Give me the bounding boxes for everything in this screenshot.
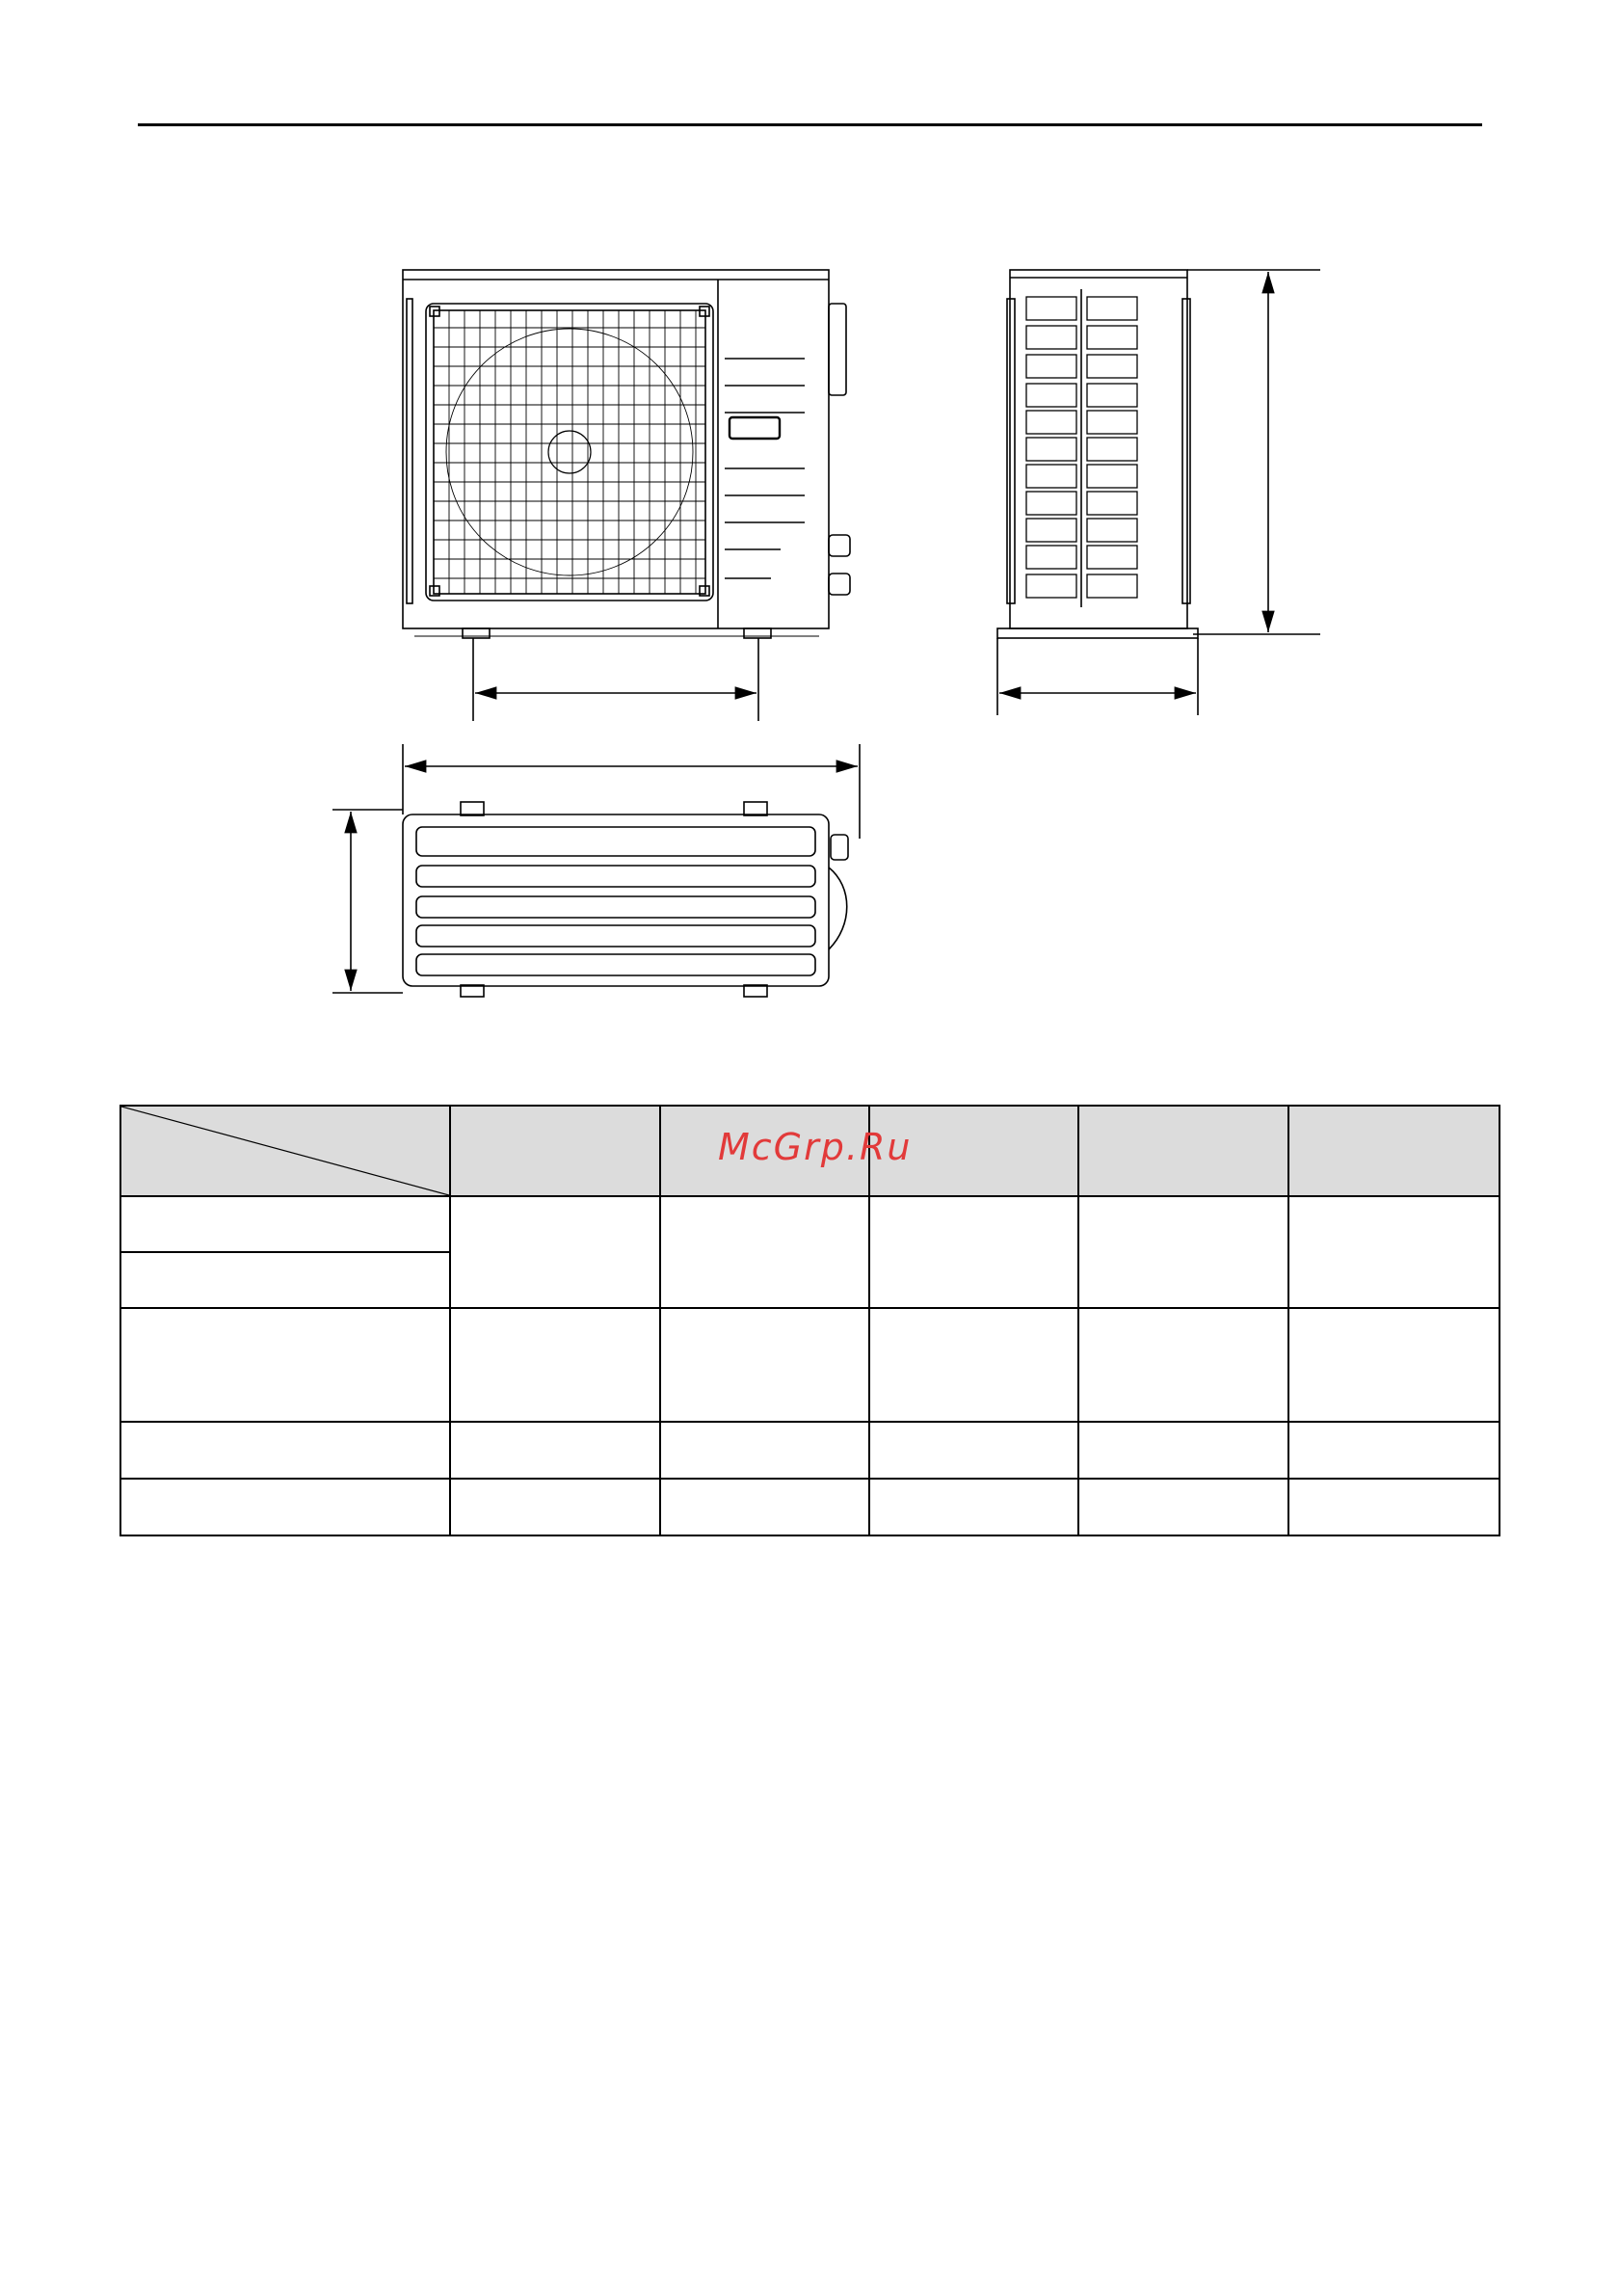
table-cell (450, 1308, 660, 1422)
table-cell (450, 1196, 660, 1308)
header-cell (450, 1106, 660, 1196)
header-cell (1288, 1106, 1500, 1196)
row-label-cell (120, 1308, 450, 1422)
table-cell (869, 1196, 1078, 1308)
corner-header-cell (120, 1106, 450, 1196)
table-cell (660, 1196, 869, 1308)
front-view (403, 270, 850, 638)
side-view (997, 270, 1198, 638)
table-cell (450, 1422, 660, 1479)
row-label-cell (120, 1479, 450, 1535)
table-cell (1288, 1196, 1500, 1308)
table-cell (450, 1479, 660, 1535)
header-cell (1078, 1106, 1288, 1196)
table-cell (869, 1308, 1078, 1422)
table-cell (1078, 1196, 1288, 1308)
table-cell (1078, 1422, 1288, 1479)
top-view (403, 802, 848, 997)
table-cell (1288, 1308, 1500, 1422)
watermark: McGrp.Ru (718, 1126, 913, 1168)
table-cell (1078, 1479, 1288, 1535)
table-cell (869, 1422, 1078, 1479)
table-cell (1078, 1308, 1288, 1422)
table-cell (1288, 1422, 1500, 1479)
table-cell (660, 1422, 869, 1479)
table-cell (660, 1308, 869, 1422)
table-cell (1288, 1479, 1500, 1535)
outdoor-unit-drawings (0, 0, 1619, 1060)
table-cell (869, 1479, 1078, 1535)
row-label-cell (120, 1422, 450, 1479)
table-cell (660, 1479, 869, 1535)
row-label-cell (120, 1252, 450, 1308)
row-label-cell (120, 1196, 450, 1252)
dimensions-table (119, 1105, 1500, 1536)
